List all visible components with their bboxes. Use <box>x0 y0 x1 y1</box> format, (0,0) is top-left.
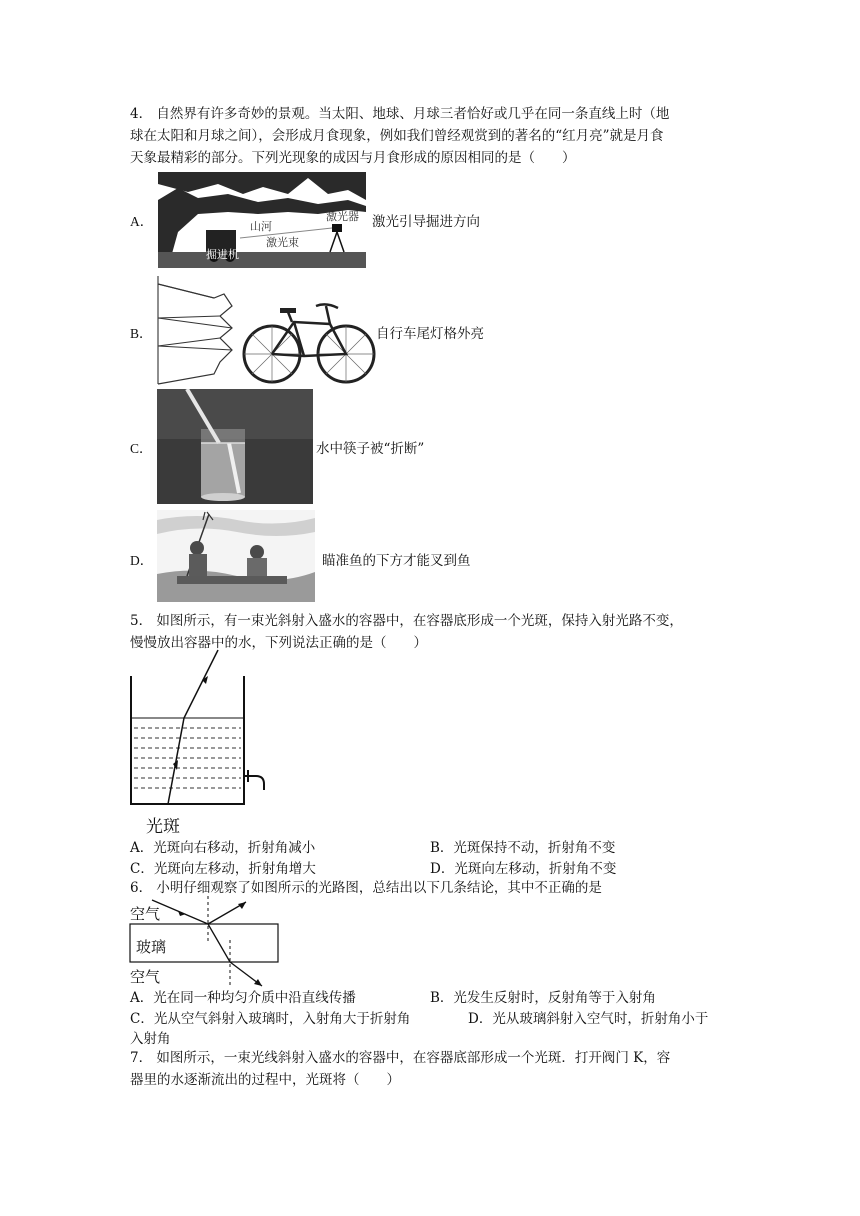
spear-fishing-image <box>157 510 315 602</box>
q6-choice-b: B．光发生反射时，反射角等于入射角 <box>430 990 656 1006</box>
label-laser-beam: 激光束 <box>266 236 299 249</box>
q6-glass-label: 玻璃 <box>136 938 167 956</box>
q5-water-container-diagram <box>128 648 273 808</box>
q6-line1: 6． 小明仔细观察了如图所示的光路图，总结出以下几条结论，其中不正确的是 <box>130 880 602 896</box>
q6-air-top-label: 空气 <box>130 905 161 923</box>
q4-line2: 球在太阳和月球之间），会形成月食现象，例如我们曾经观赏到的著名的“红月亮”就是月食 <box>130 128 664 144</box>
label-shanhe: 山河 <box>250 220 272 233</box>
q4-option-d-caption: 瞄准鱼的下方才能叉到鱼 <box>322 553 471 569</box>
q6-choice-d-continued: 入射角 <box>130 1031 171 1047</box>
q4-option-a-caption: 激光引导掘进方向 <box>372 214 480 230</box>
q6-choice-a: A．光在同一种均匀介质中沿直线传播 <box>130 990 356 1006</box>
q4-option-d-letter: D． <box>130 553 154 568</box>
q4-option-c-letter: C． <box>130 441 153 456</box>
tunnel-laser-image <box>158 172 366 268</box>
q5-choice-b: B．光斑保持不动，折射角不变 <box>430 840 616 856</box>
q4-line3: 天象最精彩的部分。下列光现象的成因与月食形成的原因相同的是（ ） <box>130 150 576 166</box>
q5-line1: 5． 如图所示，有一束光斜射入盛水的容器中，在容器底形成一个光斑，保持入射光路不变， <box>130 613 683 629</box>
bicycle-reflector-image <box>154 276 376 388</box>
q5-choice-c: C．光斑向左移动，折射角增大 <box>130 861 316 877</box>
q4-line1: 4． 自然界有许多奇妙的景观。当太阳、地球、月球三者恰好或几乎在同一条直线上时（地 <box>130 106 670 122</box>
q7-line1: 7． 如图所示，一束光线斜射入盛水的容器中，在容器底部形成一个光斑．打开阀门 K，容 <box>130 1050 671 1066</box>
q5-line2: 慢慢放出容器中的水，下列说法正确的是（ ） <box>130 635 427 651</box>
q5-choice-d: D．光斑向左移动，折射角不变 <box>430 861 617 877</box>
label-laser-device: 激光器 <box>326 210 359 223</box>
q4-option-b-caption: 自行车尾灯格外亮 <box>376 326 484 342</box>
q5-choice-a: A．光斑向右移动，折射角减小 <box>130 840 316 856</box>
label-tunnel-machine: 掘进机 <box>206 248 239 261</box>
chopstick-in-water-image <box>157 389 313 504</box>
q6-choice-d: D．光从玻璃斜射入空气时，折射角小于 <box>468 1011 709 1027</box>
q7-line2: 器里的水逐渐流出的过程中，光斑将（ ） <box>130 1072 400 1088</box>
q5-light-spot-label: 光斑 <box>146 817 180 837</box>
q4-option-b-letter: B． <box>130 326 153 341</box>
q4-option-c-caption: 水中筷子被“折断” <box>316 441 425 457</box>
q4-option-a-letter: A． <box>130 214 154 229</box>
q6-choice-c: C．光从空气斜射入玻璃时，入射角大于折射角 <box>130 1011 411 1027</box>
q6-air-bottom-label: 空气 <box>130 968 161 986</box>
